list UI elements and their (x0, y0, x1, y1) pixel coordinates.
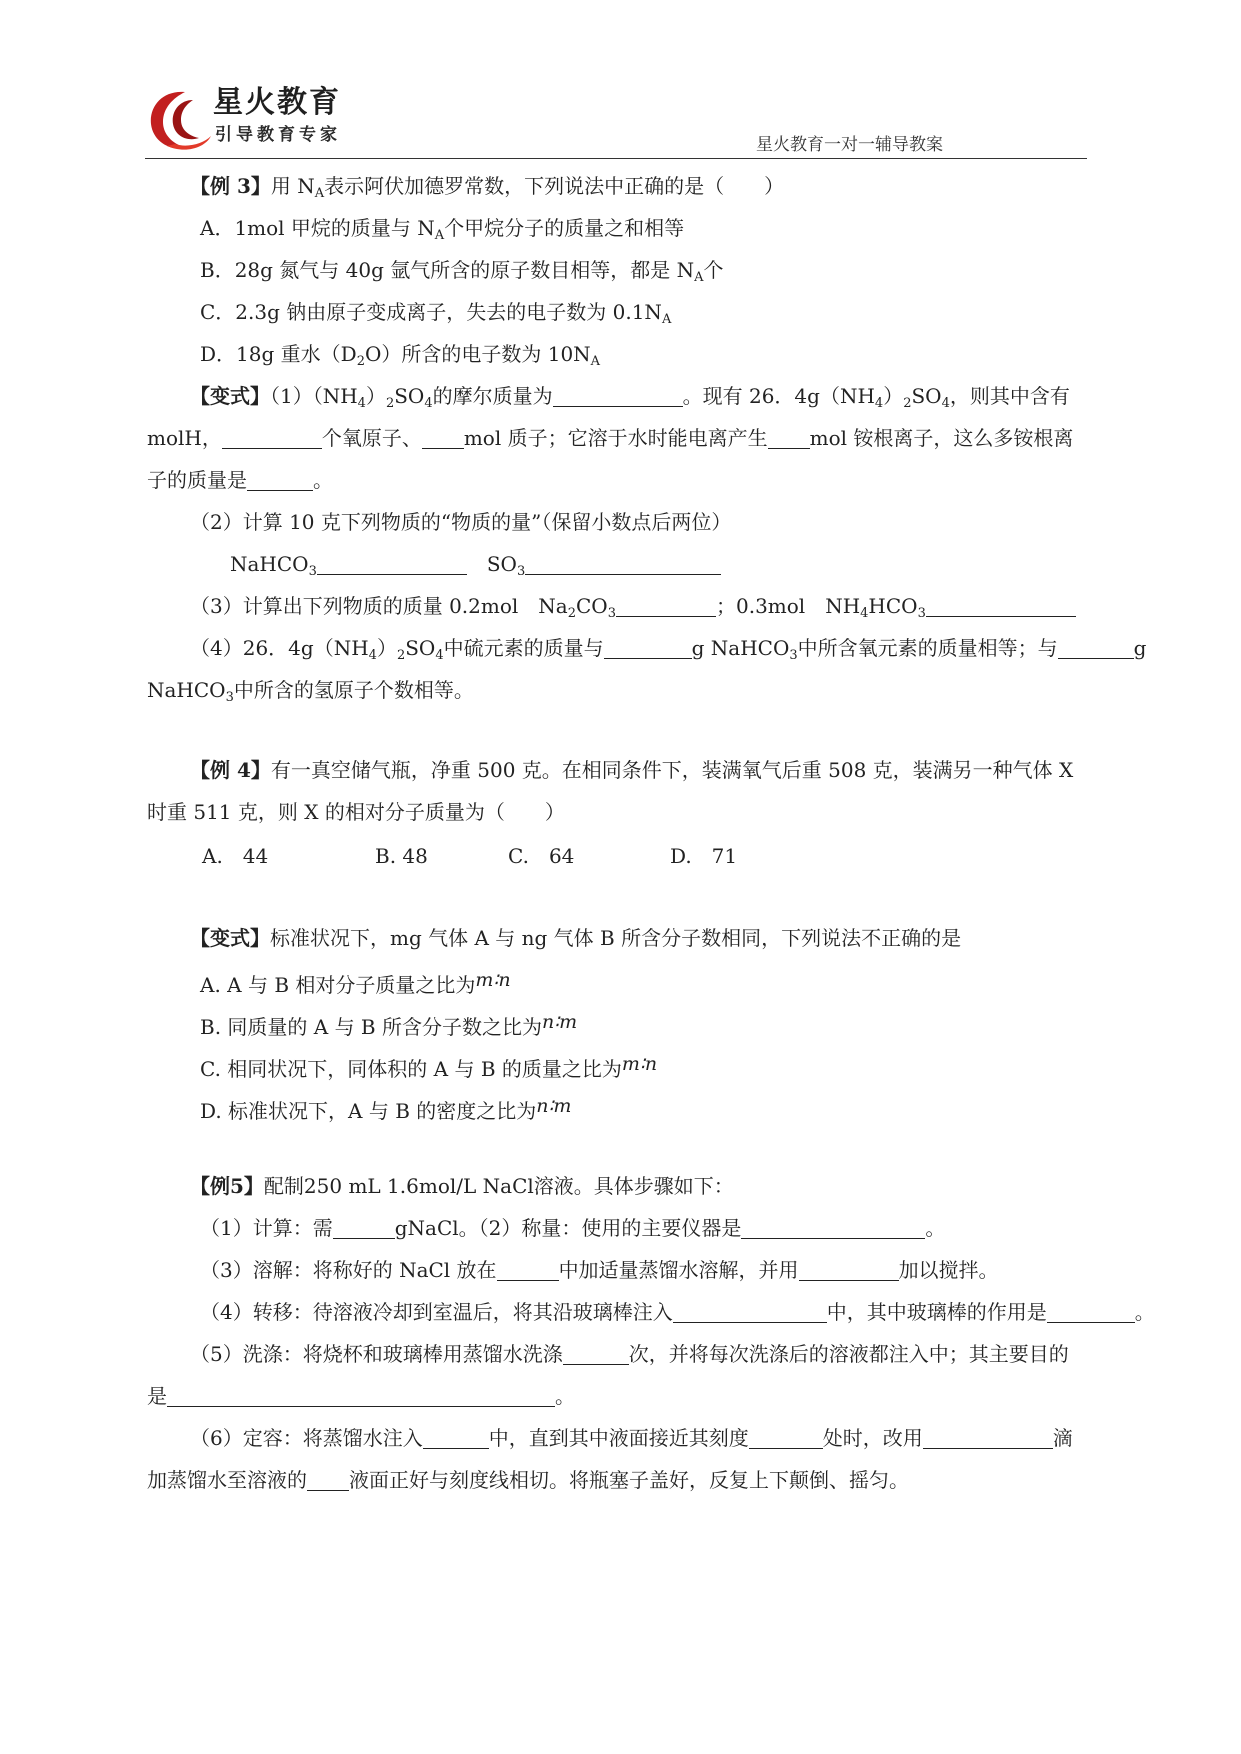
var1-q4: （4）26．$4g(NH_4)_2SO_4$中硫元素的质量与 g NaHCO$_3$中所含氧元素的质量相等；与 g (190, 636, 1147, 663)
logo-subtitle: 引导教育专家 (215, 125, 341, 145)
header-title: 星火教育一对一辅导教案 (756, 135, 943, 155)
var2-option-a: A. A 与 B 相对分子质量之比为m∶n (200, 969, 511, 997)
ex4-stem: 【例 4】有一真空储气瓶，净重 500 克。在相同条件下，装满氧气后重 508 克，装满另一种气体 X (190, 758, 1074, 782)
blank-transfer-vessel[interactable] (673, 1302, 827, 1323)
ex5-step6-line2: 加蒸馏水至溶液的 液面正好与刻度线相切。将瓶塞子盖好，反复上下颠倒、摇匀。 (147, 1468, 909, 1492)
var1-q3: （3）计算出下列物质的质量 0.2mol $Na_2CO_3$ ；0.3mol $NH_4HCO_3$ (190, 592, 1076, 620)
blank-na2co3-mass[interactable] (616, 596, 716, 617)
var2-stem: 【变式】标准状况下，mg 气体 A 与 ng 气体 B 所含分子数相同，下列说法不正确的是 (190, 926, 962, 950)
blank-wash-purpose[interactable] (167, 1386, 555, 1407)
blank-oxygen-atoms[interactable] (222, 428, 322, 449)
blank-scale-distance[interactable] (749, 1428, 823, 1449)
ex3-option-c: C．2.3g 钠由原子变成离子，失去的电子数为 $0.1N_A$ (200, 300, 672, 327)
blank-nahco3-moles[interactable] (317, 554, 467, 575)
ex3-option-d: D．18g 重水$(D_2O)$所含的电子数为 $10N_A$ (200, 342, 601, 369)
ex5-label: 【例5】 (190, 1174, 264, 1198)
ex3-option-b: B．28g 氮气与 40g 氩气所含的原子数目相等，都是 $N_A$个 (200, 258, 724, 285)
var2-option-d: D. 标准状况下，A 与 B 的密度之比为n∶m (200, 1095, 572, 1123)
blank-ammonium-ions[interactable] (768, 428, 810, 449)
ex5-stem: 【例5】配制250 mL 1.6mol/L NaCl溶液。具体步骤如下： (190, 1174, 734, 1198)
blank-so3-moles[interactable] (525, 554, 721, 575)
ex4-option-c: C. 64 (508, 844, 575, 868)
blank-glass-rod-role[interactable] (1047, 1302, 1135, 1323)
blank-meniscus[interactable] (307, 1470, 349, 1491)
blank-weighing-instrument[interactable] (741, 1218, 925, 1239)
blank-stir-tool[interactable] (799, 1260, 899, 1281)
var1-label: 【变式】 (190, 384, 270, 408)
ex4-label: 【例 4】 (190, 758, 271, 782)
blank-protons[interactable] (422, 428, 464, 449)
ex3-stem: 【例 3】用 $N_A$表示阿伏加德罗常数，下列说法中正确的是（ ） (190, 174, 785, 201)
ex5-step6: （6）定容：将蒸馏水注入 中，直到其中液面接近其刻度 处时，改用 滴 (190, 1426, 1073, 1450)
var2-option-c: C. 相同状况下，同体积的 A 与 B 的质量之比为m∶n (200, 1053, 658, 1081)
blank-nahco3-mass-hydrogen[interactable] (1058, 638, 1134, 659)
blank-dissolve-vessel[interactable] (497, 1260, 559, 1281)
var1-q4-line2: NaHCO$_3$中所含的氢原子个数相等。 (147, 678, 474, 705)
ex4-option-d: D. 71 (670, 844, 738, 868)
ex4-stem-line2: 时重 511 克，则 X 的相对分子质量为（ ） (147, 800, 565, 824)
var1-q1-line2: molH， 个氧原子、 mol 质子；它溶于水时能电离产生 mol 铵根离子，这么多铵根离 (147, 426, 1074, 450)
logo-title: 星火教育 (213, 85, 341, 120)
var1-q1: 【变式】$(1)(NH_4)_2SO_4$的摩尔质量为 。现有 26．$4g(NH_4)_2SO_4$，则其中含有 (190, 384, 1070, 411)
ex5-step1: （1）计算：需 gNaCl。（2）称量：使用的主要仪器是 。 (200, 1216, 946, 1240)
ex5-step4: （4）转移：待溶液冷却到室温后，将其沿玻璃棒注入 中，其中玻璃棒的作用是 。 (200, 1300, 1155, 1324)
ex5-step5-line2: 是 。 (147, 1384, 575, 1408)
var1-q2-items: NaHCO$_3$ $SO_3$ (230, 550, 721, 578)
header-divider (145, 158, 1087, 159)
var2-label: 【变式】 (190, 926, 270, 950)
ex5-step5: （5）洗涤：将烧杯和玻璃棒用蒸馏水洗涤 次，并将每次洗涤后的溶液都注入中；其主要目的 (190, 1342, 1069, 1366)
ex3-label: 【例 3】 (190, 174, 271, 198)
blank-nacl-mass[interactable] (333, 1218, 395, 1239)
blank-ammonium-mass[interactable] (247, 470, 313, 491)
blank-nh4hco3-mass[interactable] (926, 596, 1076, 617)
ex4-option-a: A. 44 (202, 844, 269, 868)
blank-distilled-target[interactable] (423, 1428, 489, 1449)
ex4-option-b: B. 48 (375, 844, 428, 868)
var1-q1-line3: 子的质量是 。 (147, 468, 333, 492)
blank-dropper[interactable] (923, 1428, 1053, 1449)
var2-option-b: B. 同质量的 A 与 B 所含分子数之比为n∶m (200, 1011, 578, 1039)
blank-nahco3-mass-oxygen[interactable] (604, 638, 692, 659)
var1-q2: （2）计算 10 克下列物质的“物质的量”（保留小数点后两位） (190, 510, 732, 534)
blank-molar-mass[interactable] (553, 386, 683, 407)
blank-wash-times[interactable] (563, 1344, 629, 1365)
ex3-option-a: A．1mol 甲烷的质量与 $N_A$个甲烷分子的质量之和相等 (200, 216, 685, 243)
ex5-step3: （3）溶解：将称好的 NaCl 放在 中加适量蒸馏水溶解，并用 加以搅拌。 (200, 1258, 999, 1282)
